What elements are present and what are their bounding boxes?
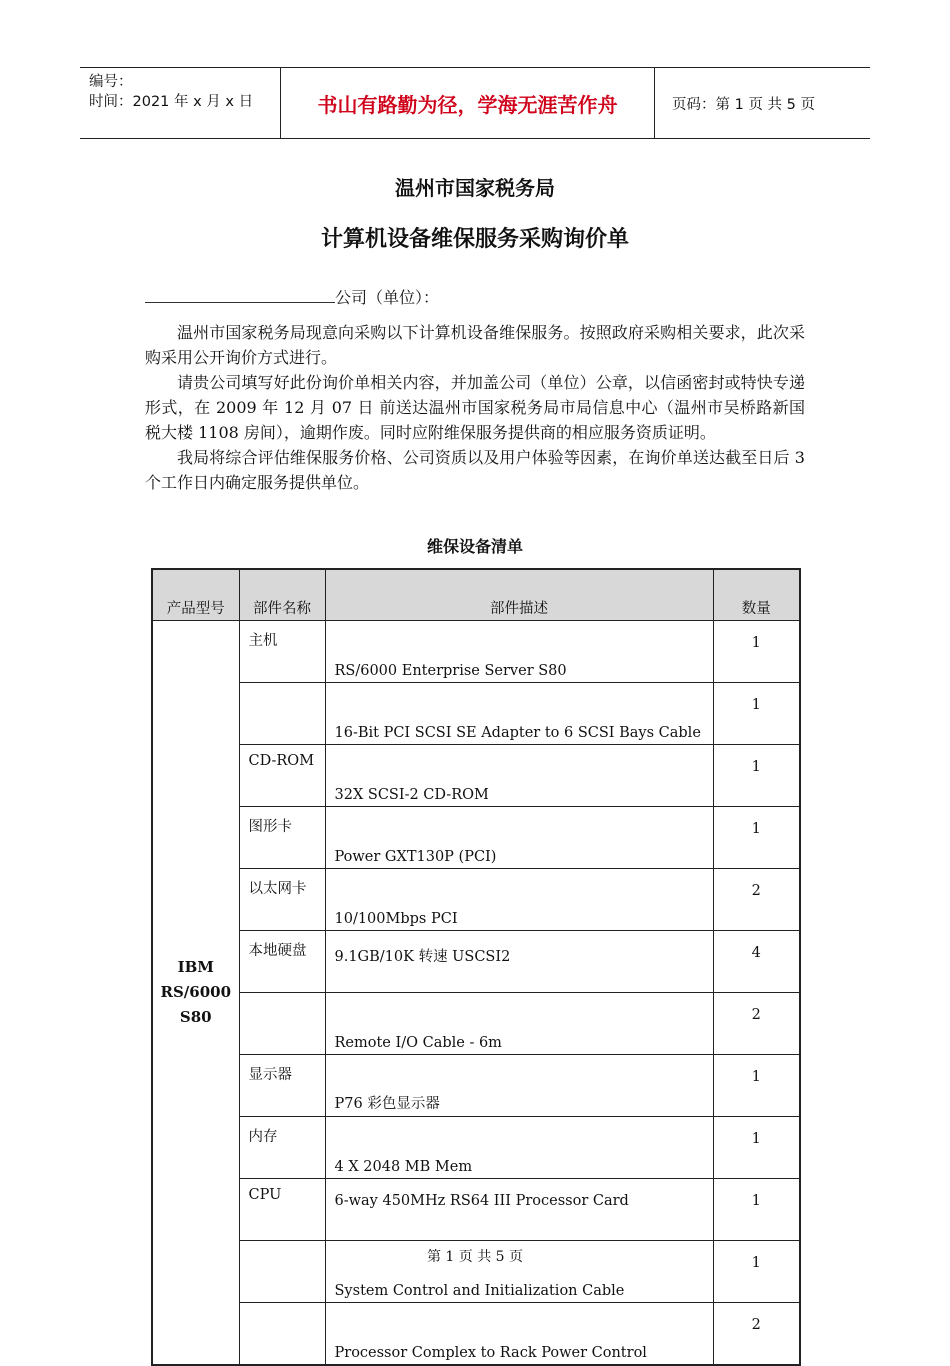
addressee-label: 公司（单位）：	[335, 288, 440, 307]
qty-cell: 4	[713, 931, 800, 993]
header-desc: 部件描述	[325, 569, 713, 621]
paragraph-3: 我局将综合评估维保服务价格、公司资质以及用户体验等因素，在询价单送达截至日后 3 个工作日内确定服务提供单位。	[145, 448, 805, 492]
qty-cell: 1	[713, 621, 800, 683]
document-header	[80, 67, 870, 139]
addressee-blank	[145, 288, 335, 303]
part-cell: 本地硬盘	[239, 931, 325, 993]
qty-cell: 1	[713, 1241, 800, 1303]
qty-cell: 1	[713, 807, 800, 869]
table-row	[152, 1303, 800, 1366]
part-cell: CPU	[239, 1179, 325, 1241]
desc-cell: 10/100Mbps PCI	[325, 869, 713, 931]
header-page-info	[663, 68, 868, 138]
table-row	[152, 621, 800, 683]
desc-cell: 6-way 450MHz RS64 III Processor Card	[325, 1179, 713, 1241]
table-header-row	[152, 569, 800, 621]
addressee-line	[145, 285, 439, 308]
desc-cell: 32X SCSI-2 CD-ROM	[325, 745, 713, 807]
doc-title-main: 计算机设备维保服务采购询价单	[320, 227, 629, 252]
header-meta	[80, 68, 280, 138]
header-motto: 书山有路勤为径，学海无涯苦作舟	[280, 68, 655, 138]
table-row	[152, 807, 800, 869]
desc-cell: 16-Bit PCI SCSI SE Adapter to 6 SCSI Bays Cable	[325, 683, 713, 745]
part-cell	[239, 1303, 325, 1366]
qty-cell: 1	[713, 683, 800, 745]
qty-cell: 1	[713, 1179, 800, 1241]
paragraph-1: 温州市国家税务局现意向采购以下计算机设备维保服务。按照政府采购相关要求，此次采购采用公开询价方式进行。	[145, 323, 805, 367]
desc-cell: Power GXT130P (PCI)	[325, 807, 713, 869]
table-row	[152, 1117, 800, 1179]
table-row	[152, 683, 800, 745]
table-row	[152, 869, 800, 931]
desc-cell: P76 彩色显示器	[325, 1055, 713, 1117]
qty-cell: 2	[713, 869, 800, 931]
part-cell: 内存	[239, 1117, 325, 1179]
header-qty: 数量	[713, 569, 800, 621]
table-row	[152, 993, 800, 1055]
part-cell	[239, 683, 325, 745]
table-row	[152, 745, 800, 807]
body-text	[145, 320, 805, 495]
model-line: IBM	[177, 958, 214, 976]
desc-cell: System Control and Initialization Cable	[325, 1241, 713, 1303]
desc-cell: 9.1GB/10K 转速 USCSI2	[325, 931, 713, 993]
desc-cell: Remote I/O Cable - 6m	[325, 993, 713, 1055]
number-label: 编号：	[89, 74, 133, 90]
qty-cell: 2	[713, 993, 800, 1055]
page-info-text: 页码：第 1 页 共 5 页	[672, 96, 815, 113]
part-cell: 图形卡	[239, 807, 325, 869]
model-line: S80	[179, 1008, 212, 1026]
model-line: RS/6000	[160, 983, 232, 1001]
header-model: 产品型号	[152, 569, 239, 621]
equipment-list-title: 维保设备清单	[426, 537, 523, 556]
doc-title-org: 温州市国家税务局	[395, 176, 555, 200]
part-cell: 以太网卡	[239, 869, 325, 931]
paragraph-2: 请贵公司填写好此份询价单相关内容，并加盖公司（单位）公章，以信函密封或特快专递形式，在 2009 年 12 月 07 日 前送达温州市国家税务局市局信息中心（温州市吴桥路新国税大楼 1108 房间），逾期作废。同时应附维保服务提供商的相应服务资质证明。	[145, 373, 805, 442]
desc-cell: Processor Complex to Rack Power Control	[325, 1303, 713, 1366]
part-cell: 主机	[239, 621, 325, 683]
qty-cell: 1	[713, 745, 800, 807]
part-cell: CD-ROM	[239, 745, 325, 807]
desc-cell: 4 X 2048 MB Mem	[325, 1117, 713, 1179]
table-row	[152, 931, 800, 993]
qty-cell: 2	[713, 1303, 800, 1366]
page-footer: 第 1 页 共 5 页	[426, 1249, 524, 1265]
table-row	[152, 1179, 800, 1241]
part-cell: 显示器	[239, 1055, 325, 1117]
part-cell	[239, 993, 325, 1055]
table-row	[152, 1055, 800, 1117]
header-part: 部件名称	[239, 569, 325, 621]
desc-cell: RS/6000 Enterprise Server S80	[325, 621, 713, 683]
qty-cell: 1	[713, 1117, 800, 1179]
time-label: 时间：2021 年 x 月 x 日	[89, 94, 254, 110]
qty-cell: 1	[713, 1055, 800, 1117]
